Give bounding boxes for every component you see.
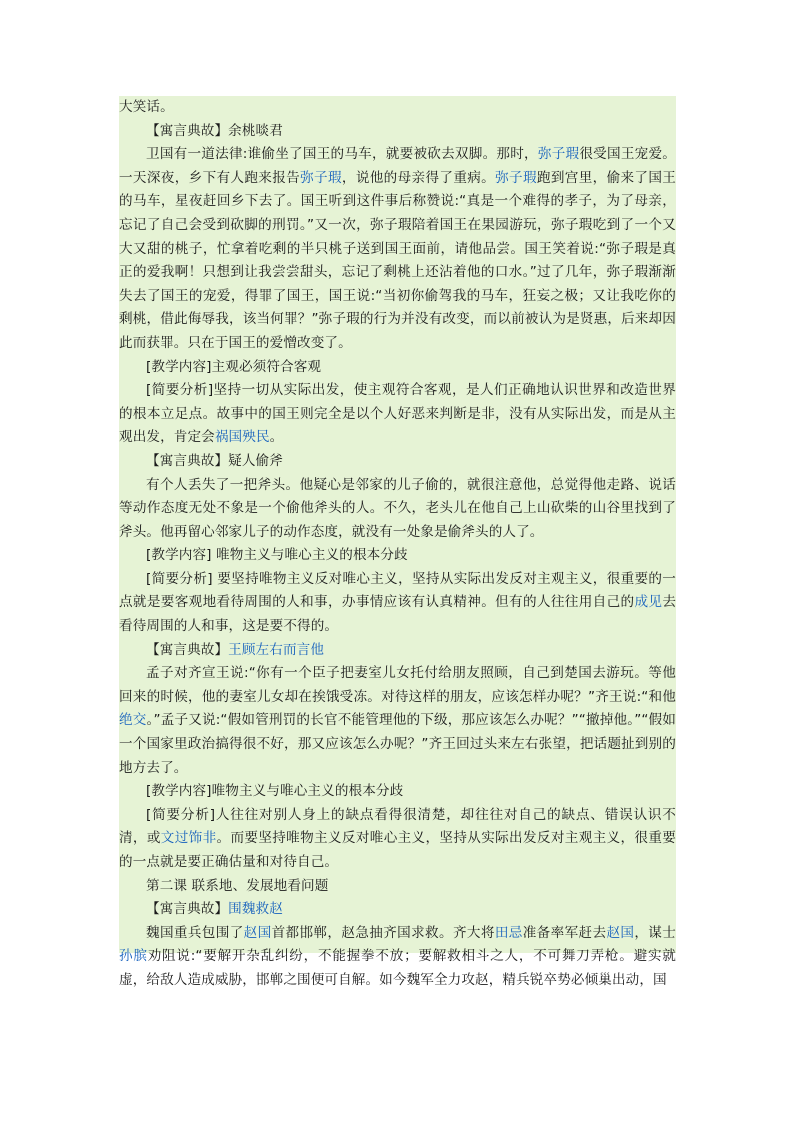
keyword-link[interactable]: 王顾左右而言他 — [228, 641, 325, 658]
text-segment: 。 — [269, 429, 284, 446]
section-heading — [119, 875, 676, 899]
keyword-link[interactable]: 赵国 — [243, 924, 272, 941]
keyword-link[interactable]: 成见 — [634, 594, 663, 611]
text-segment: ，说他的母亲得了重病。 — [341, 169, 496, 186]
text-segment: 魏国重兵包围了 — [146, 924, 244, 941]
text-segment: 。而要坚持唯物主义反对唯心主义，坚持从实际出发反对主观主义，很重要的一点就是要正确估量和对待自己。 — [119, 830, 676, 870]
keyword-link[interactable]: 围魏救赵 — [228, 901, 283, 918]
keyword-link[interactable]: 田忌 — [494, 924, 523, 941]
text-segment: [简要分析] 要坚持唯物主义反对唯心主义，坚持从实际出发反对主观主义，很重要的一点就是要客观地看待周围的人和事，办事情应该有认真精神。但有的人往往用自己的 — [119, 570, 676, 611]
section-heading — [119, 450, 676, 474]
paragraph — [119, 922, 676, 993]
keyword-link[interactable]: 弥子瑕 — [495, 169, 537, 186]
text-segment: 【寓言典故】疑人偷斧 — [146, 452, 283, 469]
text-segment: 去看待周围的人和事，这是要不得的。 — [119, 594, 677, 635]
text-segment: 【寓言典故】 — [146, 641, 229, 658]
text-segment: 。”孟子又说:“假如管刑罚的长官不能管理他的下级，那应该怎么办呢？”“撤掉他。”“假如一个国家里政治搞得很不好，那又应该怎么办呢？”齐王回过头来左右张望，把话题扯到别的地方去了。 — [119, 712, 676, 776]
section-heading — [119, 639, 676, 663]
paragraph — [119, 143, 676, 355]
keyword-link[interactable]: 文过饰非 — [160, 830, 217, 847]
paragraph — [119, 379, 676, 450]
keyword-link[interactable]: 赵国 — [606, 924, 635, 941]
text-segment: 卫国有一道法律:谁偷坐了国王的马车，就要被砍去双脚。那时， — [146, 146, 538, 163]
text-segment: 孟子对齐宣王说:“你有一个臣子把妻室儿女托付给朋友照顾，自己到楚国去游玩。等他回来的时候，他的妻室儿女却在挨饿受冻。对待这样的朋友，应该怎样办呢？”齐王说:“和他 — [119, 665, 676, 705]
text-segment: [教学内容] 唯物主义与唯心主义的根本分歧 — [146, 547, 408, 564]
text-segment: [简要分析]坚持一切从实际出发，使主观符合客观，是人们正确地认识世界和改造世界的根本立足点。故事中的国王则完全是以个人好恶来判断是非，没有从实际出发，而是从主观出发，肯定会 — [119, 382, 676, 446]
keyword-link[interactable]: 绝交 — [119, 712, 147, 729]
text-segment: 劝阻说:“要解开杂乱纠纷，不能握拳不放；要解救相斗之人，不可舞刀弄枪。避实就虚，给敌人造成威胁，邯郸之围便可自解。如今魏军全力攻赵，精兵锐卒势必倾巢出动，国 — [119, 948, 677, 988]
section-heading — [119, 898, 676, 922]
text-segment: 很受国王宠爱。一天深夜，乡下有人跑来报告 — [119, 146, 676, 186]
text-segment: 【寓言典故】 — [146, 901, 229, 918]
paragraph — [119, 474, 676, 545]
section-heading — [119, 780, 676, 804]
text-segment: [简要分析]人往往对别人身上的缺点看得很清楚，却往往对自己的缺点、错误认识不清，或 — [119, 806, 676, 847]
text-segment: 有个人丢失了一把斧头。他疑心是邻家的儿子偷的，就很注意他，总觉得他走路、说话等动作态度无处不象是一个偷他斧头的人。不久，老头儿在他自己上山砍柴的山谷里找到了斧头。他再留心邻家儿子的动作态度，就没有一处象是偷斧头的人了。 — [119, 476, 676, 540]
section-heading — [119, 356, 676, 380]
text-segment: 第二课 联系地、发展地看问题 — [146, 877, 329, 894]
paragraph — [119, 568, 676, 639]
text-segment: 准备率军赶去 — [522, 924, 607, 941]
paragraph — [119, 662, 676, 780]
text-segment: 大笑话。 — [119, 99, 174, 115]
keyword-link[interactable]: 弥子瑕 — [300, 169, 342, 186]
text-segment: 跑到宫里，偷来了国王的马车，星夜赶回乡下去了。国王听到这件事后称赞说:“真是一个难得的孝子，为了母亲，忘记了自己会受到砍脚的刑罚。”又一次，弥子瑕陪着国王在果园游玩，弥子瑕吃到了一个又大又甜的桃子，忙拿着吃剩的半只桃子送到国王面前，请他品尝。国王笑着说:“弥子瑕是真正的爱我啊！只想到让我尝尝甜头，忘记了剩桃上还沾着他的口水。”过了几年，弥子瑕渐渐失去了国王的宠爱，得罪了国王，国王说:“当初你偷驾我的马车，狂妄之极；又让我吃你的剩桃，借此侮辱我，该当何罪？”弥子瑕的行为并没有改变，而以前被认为是贤惠，后来却因此而获罪。只在于国王的爱憎改变了。 — [119, 169, 676, 351]
keyword-link[interactable]: 孙膑 — [119, 948, 148, 965]
keyword-link[interactable]: 弥子瑕 — [537, 146, 580, 163]
text-segment: ，谋士 — [634, 924, 676, 941]
keyword-link[interactable]: 祸国殃民 — [214, 429, 270, 446]
document-body — [119, 96, 677, 988]
paragraph — [119, 804, 676, 875]
text-segment: 【寓言典故】余桃啖君 — [146, 122, 283, 139]
section-heading — [119, 120, 676, 144]
text-segment: [教学内容]主观必须符合客观 — [146, 358, 322, 375]
paragraph — [119, 96, 676, 120]
text-segment: [教学内容]唯物主义与唯心主义的根本分歧 — [146, 783, 404, 800]
section-heading — [119, 544, 676, 568]
text-segment: 首都邯郸，赵急抽齐国求救。齐大将 — [271, 924, 495, 941]
